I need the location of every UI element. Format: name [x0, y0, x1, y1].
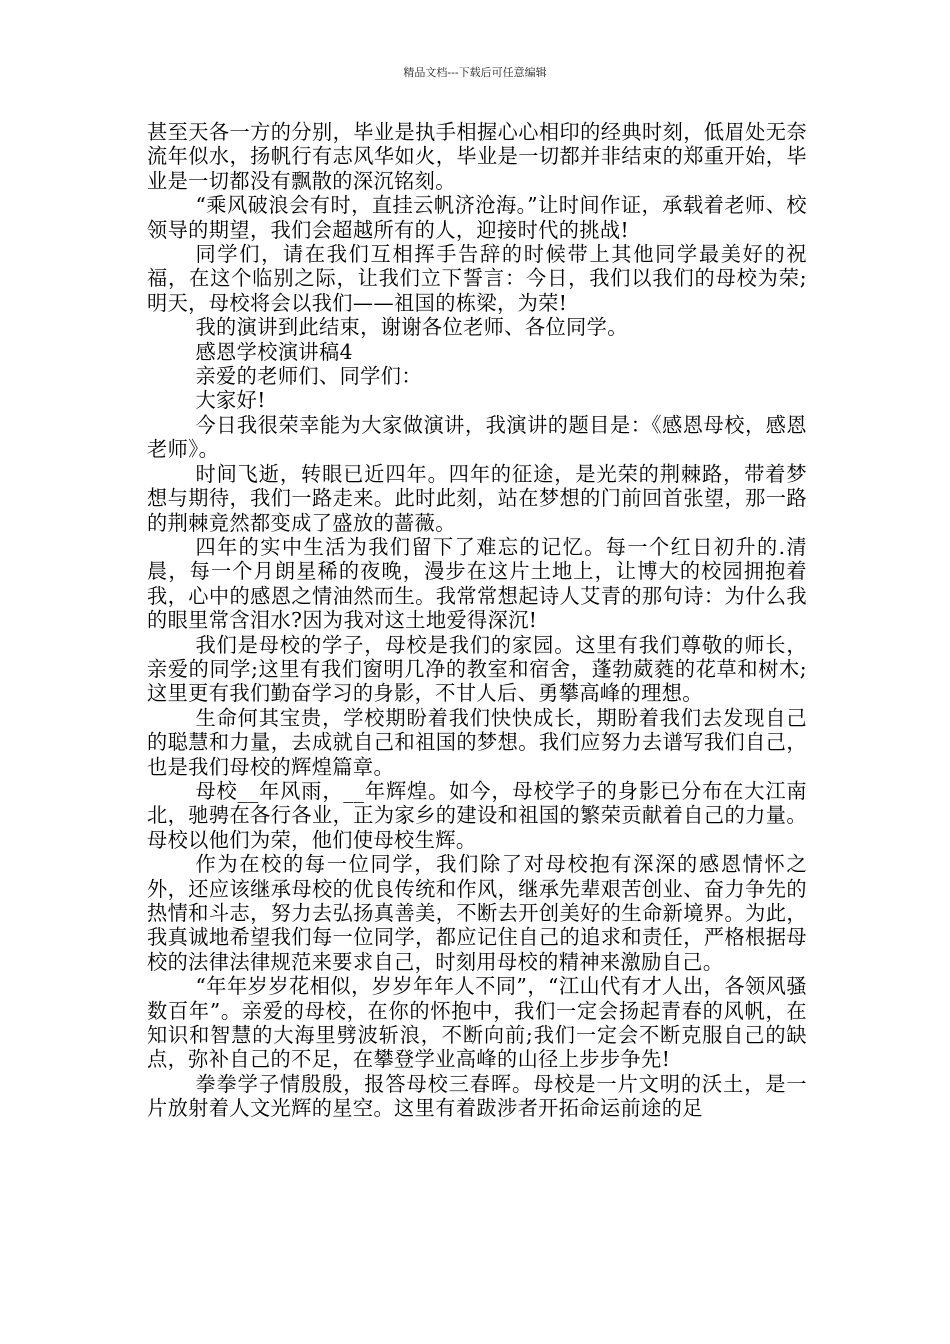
document-body	[147, 120, 807, 1121]
paragraph: “乘风破浪会有时，直挂云帆济沧海。”让时间作证，承载着老师、校领导的期望，我们会超越所有的人，迎接时代的挑战!	[147, 193, 807, 242]
paragraph: 拳拳学子情殷殷，报答母校三春晖。母校是一片文明的沃土，是一片放射着人文光辉的星空。这里有着跋涉者开拓命运前途的足	[147, 1071, 807, 1121]
paragraph: 同学们，请在我们互相挥手告辞的时候带上其他同学最美好的祝福，在这个临别之际，让我们立下誓言：今日，我们以我们的母校为荣;明天，母校将会以我们——祖国的栋梁，为荣!	[147, 242, 807, 315]
paragraph: 今日我很荣幸能为大家做演讲，我演讲的题目是：《感恩母校，感恩老师》。	[147, 412, 807, 462]
paragraph: “年年岁岁花相似，岁岁年年人不同”，“江山代有才人出，各领风骚数百年”。亲爱的母校，在你的怀抱中，我们一定会扬起青春的风帆，在知识和智慧的大海里劈波斩浪，不断向前;我们一定会不断克服自己的缺点，弥补自己的不足，在攀登学业高峰的山径上步步争先!	[147, 974, 807, 1072]
paragraph: 母校__年风雨，__年辉煌。如今，母校学子的身影已分布在大江南北，驰骋在各行各业，正为家乡的建设和祖国的繁荣贡献着自己的力量。母校以他们为荣，他们使母校生辉。	[147, 778, 807, 852]
paragraph: 我们是母校的学子，母校是我们的家园。这里有我们尊敬的师长，亲爱的同学;这里有我们窗明几净的教室和宿舍，蓬勃葳蕤的花草和树木;这里更有我们勤奋学习的身影，不甘人后、勇攀高峰的理想。	[147, 632, 807, 706]
paragraph: 时间飞逝，转眼已近四年。四年的征途，是光荣的荆棘路，带着梦想与期待，我们一路走来。此时此刻，站在梦想的门前回首张望，那一路的荆棘竟然都变成了盛放的蔷薇。	[147, 461, 807, 535]
paragraph: 生命何其宝贵，学校期盼着我们快快成长，期盼着我们去发现自己的聪慧和力量，去成就自己和祖国的梦想。我们应努力去谱写我们自己，也是我们母校的辉煌篇章。	[147, 705, 807, 779]
salutation: 亲爱的老师们、同学们：	[195, 364, 422, 389]
section-title: 感恩学校演讲稿4	[195, 339, 353, 364]
paragraph: 作为在校的每一位同学，我们除了对母校抱有深深的感恩情怀之外，还应该继承母校的优良传统和作风，继承先辈艰苦创业、奋力争先的热情和斗志，努力去弘扬真善美，不断去开创美好的生命新境界。为此，我真诚地希望我们每一位同学，都应记住自己的追求和责任，严格根据母校的法律法律规范来要求自己，时刻用母校的精神来激励自己。	[147, 852, 807, 974]
greeting: 大家好!	[195, 388, 266, 413]
paragraph: 我的演讲到此结束，谢谢各位老师、各位同学。	[195, 315, 628, 340]
page-header: 精品文档---下载后可任意编辑	[403, 66, 547, 79]
paragraph: 甚至天各一方的分别，毕业是执手相握心心相印的经典时刻，低眉处无奈流年似水，扬帆行有志风华如火，毕业是一切都并非结束的郑重开始，毕业是一切都没有飘散的深沉铭刻。	[147, 120, 807, 193]
paragraph: 四年的实中生活为我们留下了难忘的记忆。每一个红日初升的.清晨，每一个月朗星稀的夜晚，漫步在这片土地上，让博大的校园拥抱着我，心中的感恩之情油然而生。我常常想起诗人艾青的那句诗：为什么我的眼里常含泪水?因为我对这土地爱得深沉!	[147, 534, 807, 633]
